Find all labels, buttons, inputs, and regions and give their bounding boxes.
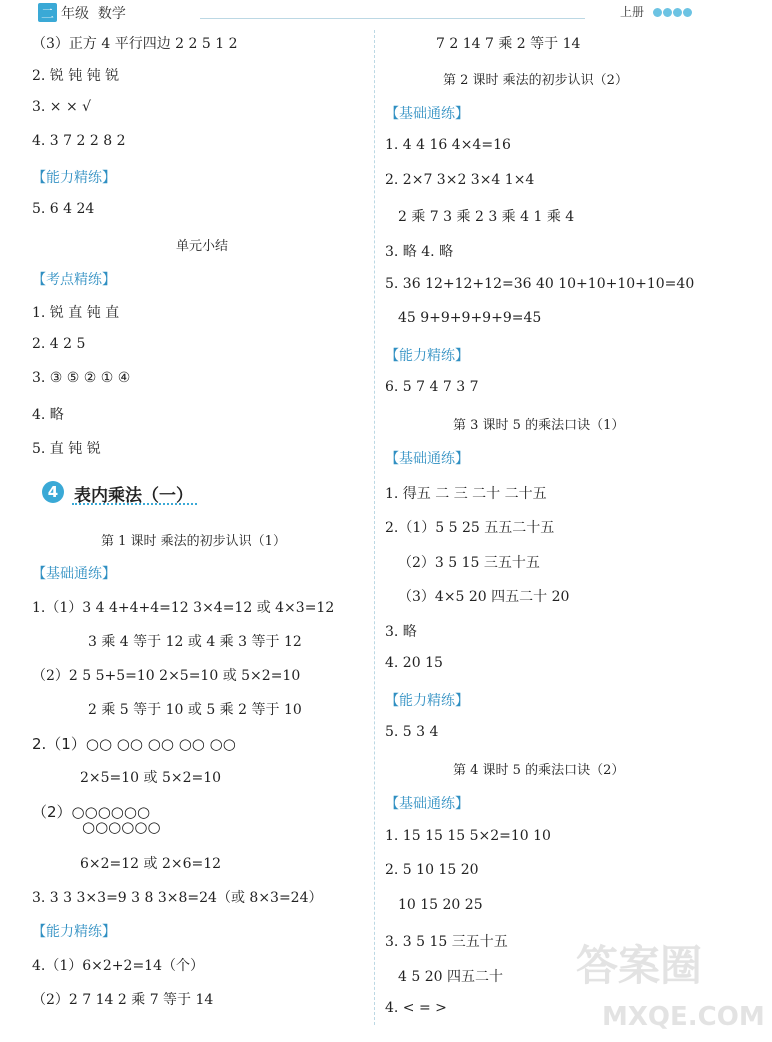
section-heading: 【基础通练】 <box>385 451 469 467</box>
answer-line: 3. × × √ <box>32 99 92 115</box>
answer-line: 10 15 20 25 <box>398 897 483 913</box>
answer-line: 2.（1）5 5 25 五五二十五 <box>385 520 555 536</box>
header-rule <box>200 18 585 19</box>
section-heading: 【基础通练】 <box>385 106 469 122</box>
section-heading: 【考点精练】 <box>32 272 116 288</box>
answer-line: ○○○○○○ <box>82 818 161 836</box>
answer-line: （2）2 7 14 2 乘 7 等于 14 <box>32 992 214 1008</box>
answer-line: 1. 4 4 16 4×4=16 <box>385 137 511 153</box>
answer-line: （2）○○○○○○ <box>32 803 151 821</box>
answer-line: 2×5=10 或 5×2=10 <box>80 770 222 786</box>
answer-line: （2）3 5 15 三五十五 <box>398 555 540 571</box>
answer-line: 2. 2×7 3×2 3×4 1×4 <box>385 172 535 188</box>
answer-line: 3. 略 <box>385 624 417 640</box>
section-heading: 【基础通练】 <box>385 796 469 812</box>
answer-line: 4. < = > <box>385 1000 447 1016</box>
answer-line: 2. 4 2 5 <box>32 336 86 352</box>
answer-line: 5. 6 4 24 <box>32 201 95 217</box>
answer-line: 3. 略 4. 略 <box>385 244 454 260</box>
answer-line: 4. 20 15 <box>385 655 443 671</box>
answer-line: 4.（1）6×2+2=14（个） <box>32 958 204 974</box>
answer-line: 3. ③ ⑤ ② ① ④ <box>32 370 131 386</box>
answer-line: 5. 36 12+12+12=36 40 10+10+10+10=40 <box>385 276 695 292</box>
lesson-title: 单元小结 <box>176 239 229 254</box>
chapter-underline <box>72 503 197 505</box>
answer-line: 4 5 20 四五二十 <box>398 969 503 985</box>
answer-line: 3. 3 5 15 三五十五 <box>385 934 508 950</box>
answer-line: 2. 锐 钝 钝 锐 <box>32 68 120 84</box>
answer-line: 1.（1）3 4 4+4+4=12 3×4=12 或 4×3=12 <box>32 600 335 616</box>
answer-line: 2 乘 5 等于 10 或 5 乘 2 等于 10 <box>88 702 302 718</box>
watermark-url: MXQE.COM <box>602 1002 765 1032</box>
answer-line: （2）2 5 5+5=10 2×5=10 或 5×2=10 <box>32 668 301 684</box>
grade-label: 年级 <box>61 6 90 22</box>
page-header-grade <box>38 3 126 23</box>
lesson-title: 第 4 课时 5 的乘法口诀（2） <box>453 763 625 778</box>
watermark-logo: 答案圈 <box>576 941 703 990</box>
grade-number-badge: 二 <box>38 3 57 22</box>
volume-label: 上册 <box>620 5 645 19</box>
answer-line: 6×2=12 或 2×6=12 <box>80 856 222 872</box>
answer-line: 2.（1）○○ ○○ ○○ ○○ ○○ <box>32 735 236 753</box>
answer-line: 1. 锐 直 钝 直 <box>32 305 120 321</box>
answer-line: 6. 5 7 4 7 3 7 <box>385 379 479 395</box>
answer-line: （3）4×5 20 四五二十 20 <box>398 589 570 605</box>
section-heading: 【基础通练】 <box>32 566 116 582</box>
page-header-volume <box>620 3 692 20</box>
section-heading: 【能力精练】 <box>385 348 469 364</box>
answer-line: 1. 15 15 15 5×2=10 10 <box>385 828 551 844</box>
answer-line: 2 乘 7 3 乘 2 3 乘 4 1 乘 4 <box>398 209 575 225</box>
answer-line: 4. 3 7 2 2 8 2 <box>32 133 126 149</box>
chapter-title: 表内乘法（一） <box>74 486 193 506</box>
column-divider <box>374 30 375 1025</box>
answer-line: （3）正方 4 平行四边 2 2 5 1 2 <box>32 36 238 52</box>
answer-line: 7 2 14 7 乘 2 等于 14 <box>436 36 581 52</box>
section-heading: 【能力精练】 <box>32 924 116 940</box>
section-heading: 【能力精练】 <box>32 170 116 186</box>
answer-line: 2. 5 10 15 20 <box>385 862 479 878</box>
section-heading: 【能力精练】 <box>385 693 469 709</box>
answer-line: 3 乘 4 等于 12 或 4 乘 3 等于 12 <box>88 634 302 650</box>
lesson-title: 第 2 课时 乘法的初步认识（2） <box>443 73 628 88</box>
lesson-title: 第 3 课时 5 的乘法口诀（1） <box>453 418 625 433</box>
answer-line: 1. 得五 二 三 二十 二十五 <box>385 486 547 502</box>
answer-line: 3. 3 3 3×3=9 3 8 3×8=24（或 8×3=24） <box>32 890 323 906</box>
subject-label: 数学 <box>97 6 126 22</box>
answer-line: 4. 略 <box>32 407 64 423</box>
answer-line: 5. 5 3 4 <box>385 724 439 740</box>
answer-line: 45 9+9+9+9+9=45 <box>398 310 542 326</box>
lesson-title: 第 1 课时 乘法的初步认识（1） <box>101 534 286 549</box>
series-badge <box>652 6 692 20</box>
answer-line: 5. 直 钝 锐 <box>32 441 101 457</box>
chapter-number-badge: 4 <box>42 481 64 503</box>
